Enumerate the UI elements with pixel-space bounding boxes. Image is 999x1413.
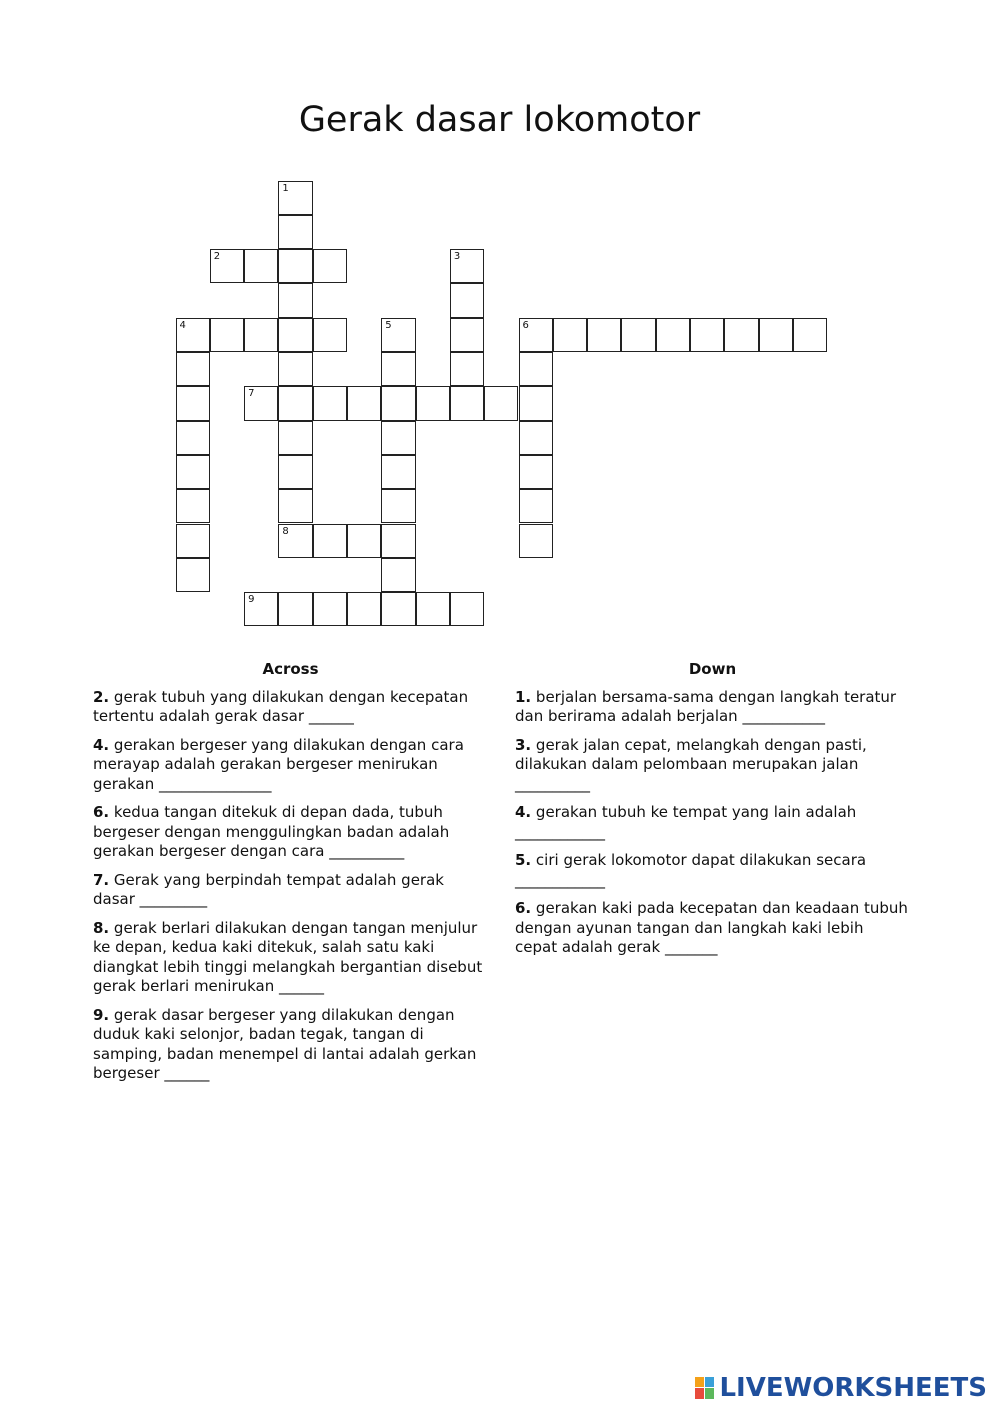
clue-number: 1 [282,182,289,194]
down-clue [515,899,910,958]
answer-blank: __________ [515,774,590,793]
clue-number: 2 [213,251,221,263]
crossword-cell[interactable] [176,524,210,558]
clue-num: 5. [515,851,532,869]
across-clue [93,919,488,997]
liveworksheets-logo[interactable] [695,1373,987,1403]
crossword-cell[interactable] [587,318,621,352]
crossword-cell[interactable] [278,318,312,352]
crossword-cell[interactable] [278,455,312,489]
across-clue [93,871,488,910]
clue-num: 4. [515,803,532,821]
liveworksheets-logo-icon [695,1377,715,1399]
crossword-cell[interactable] [244,249,278,283]
across-clue [93,688,488,727]
crossword-cell[interactable] [313,592,347,626]
answer-blank: _______ [664,938,718,956]
answer-blank: ____________ [515,822,605,841]
crossword-cell[interactable] [210,249,244,283]
crossword-cell[interactable] [278,215,312,249]
crossword-cell[interactable] [244,386,278,420]
crossword-cell[interactable] [519,386,553,420]
answer-blank: __________ [329,842,405,860]
answer-blank: ___________ [742,707,825,725]
clue-number: 4 [179,319,186,331]
clue-number: 8 [282,525,289,537]
clue-num: 2. [93,687,110,706]
page-title: Gerak dasar lokomotor [298,100,701,140]
down-clue [515,803,910,842]
down-clue [515,688,910,727]
crossword-cell[interactable] [381,592,415,626]
crossword-cell[interactable] [416,386,450,420]
across-clues [93,660,488,1093]
crossword-grid [0,0,999,640]
crossword-cell[interactable] [244,318,278,352]
clue-text: gerak dasar bergeser yang dilakukan dengan duduk kaki selonjor, badan tegak, tangan di samping, badan menempel di lantai adalah gerkan bergeser [93,1005,477,1082]
crossword-cell[interactable] [176,318,210,352]
crossword-cell[interactable] [347,386,381,420]
crossword-cell[interactable] [690,318,724,352]
crossword-cell[interactable] [416,592,450,626]
answer-blank: ______ [164,1064,210,1082]
answer-blank: ______ [279,977,325,995]
crossword-cell[interactable] [381,318,415,352]
crossword-cell[interactable] [278,421,312,455]
crossword-cell[interactable] [176,558,210,592]
clue-text: gerakan kaki pada kecepatan dan keadaan tubuh dengan ayunan tangan dan langkah kaki lebih cepat adalah gerak [515,899,908,956]
brand-text: LIVEWORKSHEETS [719,1373,987,1403]
crossword-cell[interactable] [176,455,210,489]
clue-number: 6 [522,319,529,331]
clue-text: gerakan bergeser yang dilakukan dengan cara merayap adalah gerakan bergeser menirukan gerakan [93,735,464,793]
crossword-cell[interactable] [381,421,415,455]
crossword-cell[interactable] [621,318,655,352]
crossword-cell[interactable] [278,283,312,317]
clue-num: 6. [515,899,532,917]
crossword-cell[interactable] [450,352,484,386]
clue-number: 3 [453,251,461,263]
crossword-cell[interactable] [278,524,312,558]
answer-blank: _______________ [159,774,272,793]
down-clue [515,851,910,890]
crossword-cell[interactable] [759,318,793,352]
crossword-cell[interactable] [381,386,415,420]
crossword-cell[interactable] [210,318,244,352]
crossword-cell[interactable] [313,318,347,352]
crossword-cell[interactable] [450,386,484,420]
crossword-cell[interactable] [381,489,415,523]
crossword-cell[interactable] [278,592,312,626]
answer-blank: _________ [139,890,208,908]
clue-text: gerakan tubuh ke tempat yang lain adalah [535,803,857,821]
crossword-cell[interactable] [450,283,484,317]
crossword-cell[interactable] [381,352,415,386]
crossword-cell[interactable] [519,318,553,352]
clue-num: 6. [93,803,110,821]
crossword-cell[interactable] [519,455,553,489]
crossword-cell[interactable] [176,421,210,455]
down-clue-list [515,688,910,958]
across-heading: Across [262,660,319,678]
crossword-cell[interactable] [347,592,381,626]
crossword-cell[interactable] [519,421,553,455]
across-clue [93,736,488,795]
clue-text: Gerak yang berpindah tempat adalah gerak dasar [93,870,444,908]
clue-text: ciri gerak lokomotor dapat dilakukan secara [535,851,867,869]
clue-num: 9. [93,1005,110,1024]
crossword-cell[interactable] [176,352,210,386]
crossword-cell[interactable] [450,592,484,626]
across-clue-list [93,688,488,1084]
clue-text: kedua tangan ditekuk di depan dada, tubuh bergeser dengan menggulingkan badan adalah gerakan bergeser dengan cara [93,803,450,860]
clue-text: gerak berlari dilakukan dengan tangan menjulur ke depan, kedua kaki ditekuk, salah satu kaki diangkat lebih tinggi melangkah bergantian disebut gerak berlari menirukan [93,918,483,995]
answer-blank: ____________ [515,870,605,889]
crossword-cell[interactable] [176,489,210,523]
crossword-cell[interactable] [793,318,827,352]
clue-number: 9 [248,594,255,606]
crossword-cell[interactable] [313,524,347,558]
crossword-cell[interactable] [278,489,312,523]
clue-number: 7 [248,388,255,400]
clue-num: 7. [93,870,110,889]
clue-num: 3. [515,735,532,754]
crossword-cell[interactable] [381,558,415,592]
crossword-cell[interactable] [724,318,758,352]
crossword-cell[interactable] [278,352,312,386]
clue-num: 8. [93,918,110,937]
crossword-cell[interactable] [313,386,347,420]
crossword-cell[interactable] [553,318,587,352]
crossword-cell[interactable] [519,352,553,386]
clue-num: 4. [93,735,110,754]
crossword-cell[interactable] [244,592,278,626]
crossword-cell[interactable] [381,455,415,489]
down-heading: Down [688,660,737,678]
clue-number: 5 [385,319,392,331]
crossword-cell[interactable] [347,524,381,558]
clue-text: berjalan bersama-sama dengan langkah teratur dan berirama adalah berjalan [515,687,897,725]
crossword-cell[interactable] [313,249,347,283]
crossword-cell[interactable] [450,249,484,283]
crossword-cell[interactable] [278,386,312,420]
down-clues [515,660,910,967]
crossword-cell[interactable] [278,181,312,215]
crossword-cell[interactable] [450,318,484,352]
answer-blank: ______ [308,707,354,725]
clue-text: gerak tubuh yang dilakukan dengan kecepatan tertentu adalah gerak dasar [93,687,469,725]
crossword-cell[interactable] [278,249,312,283]
crossword-cell[interactable] [484,386,518,420]
clue-text: gerak jalan cepat, melangkah dengan pasti, dilakukan dalam pelombaan merupakan jalan [515,735,867,773]
clue-num: 1. [515,687,532,706]
crossword-cell[interactable] [381,524,415,558]
crossword-cell[interactable] [176,386,210,420]
crossword-cell[interactable] [656,318,690,352]
down-clue [515,736,910,795]
across-clue [93,1006,488,1084]
crossword-cell[interactable] [519,489,553,523]
across-clue [93,803,488,862]
crossword-cell[interactable] [519,524,553,558]
